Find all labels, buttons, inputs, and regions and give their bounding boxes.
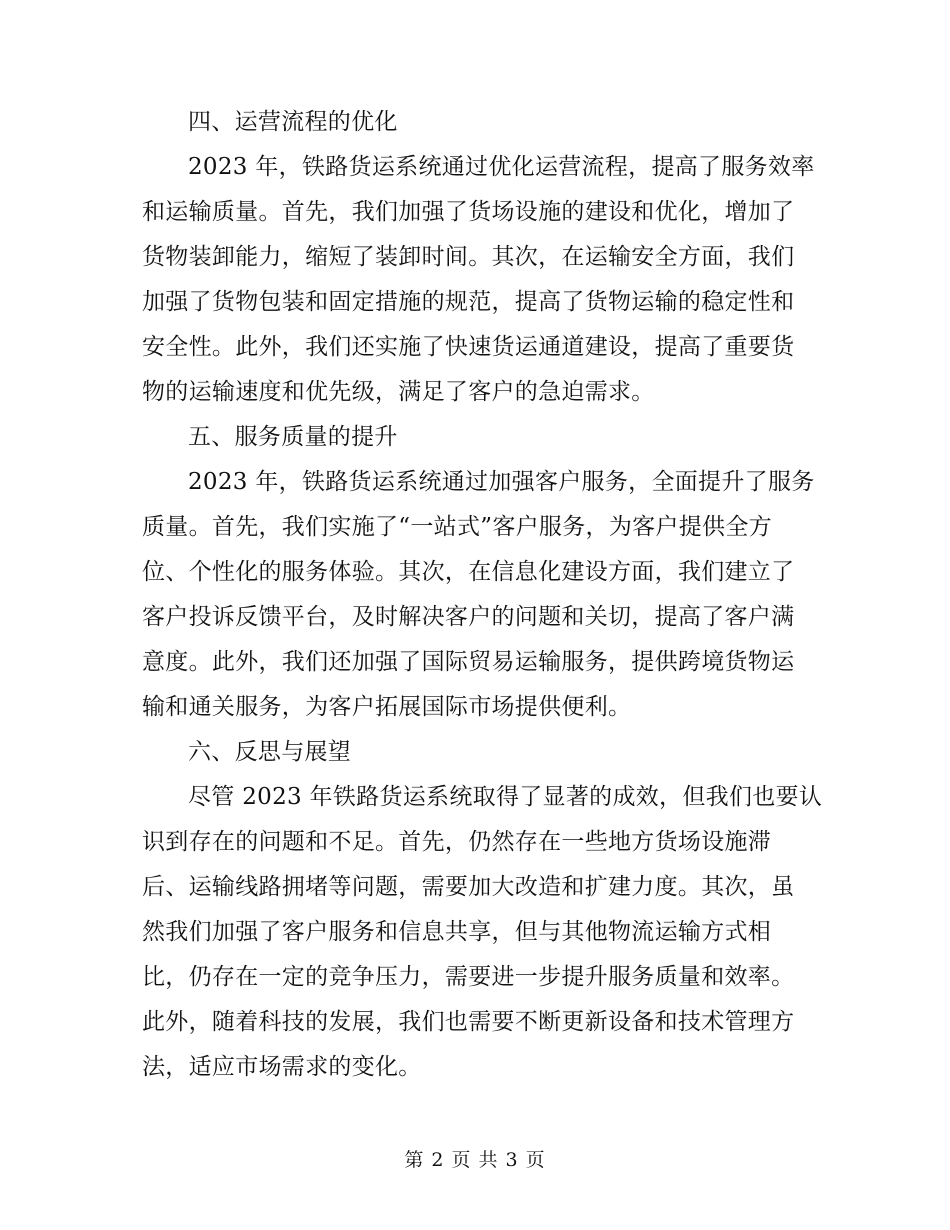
paragraph-line: 此外，随着科技的发展，我们也需要不断更新设备和技术管理方 bbox=[142, 1009, 795, 1035]
paragraph-line: 质量。首先，我们实施了“一站式”客户服务，为客户提供全方 bbox=[142, 514, 772, 540]
paragraph-line: 客户投诉反馈平台，及时解决客户的问题和关切，提高了客户满 bbox=[142, 604, 795, 630]
section-heading-reflection: 六、反思与展望 bbox=[188, 739, 352, 765]
paragraph-line: 位、个性化的服务体验。其次，在信息化建设方面，我们建立了 bbox=[142, 559, 795, 585]
paragraph-line: 比，仍存在一定的竞争压力，需要进一步提升服务质量和效率。 bbox=[142, 964, 795, 990]
paragraph-line: 后、运输线路拥堵等问题，需要加大改造和扩建力度。其次，虽 bbox=[142, 874, 795, 900]
paragraph-line: 尽管 2023 年铁路货运系统取得了显著的成效，但我们也要认 bbox=[188, 784, 823, 810]
page-number-footer: 第 2 页 共 3 页 bbox=[404, 1149, 546, 1171]
paragraph-line: 物的运输速度和优先级，满足了客户的急迫需求。 bbox=[142, 379, 655, 405]
paragraph-line: 法，适应市场需求的变化。 bbox=[142, 1054, 422, 1080]
paragraph-line: 2023 年，铁路货运系统通过优化运营流程，提高了服务效率 bbox=[188, 154, 815, 180]
document-body bbox=[142, 100, 823, 1090]
paragraph-line: 识到存在的问题和不足。首先，仍然存在一些地方货场设施滞 bbox=[142, 829, 772, 855]
paragraph-line: 2023 年，铁路货运系统通过加强客户服务，全面提升了服务 bbox=[188, 469, 815, 495]
paragraph-line: 安全性。此外，我们还实施了快速货运通道建设，提高了重要货 bbox=[142, 334, 795, 360]
paragraph-line: 加强了货物包装和固定措施的规范，提高了货物运输的稳定性和 bbox=[142, 289, 795, 315]
section-heading-service-quality: 五、服务质量的提升 bbox=[188, 424, 398, 450]
paragraph-line: 货物装卸能力，缩短了装卸时间。其次，在运输安全方面，我们 bbox=[142, 244, 795, 270]
paragraph-line: 意度。此外，我们还加强了国际贸易运输服务，提供跨境货物运 bbox=[142, 649, 795, 675]
paragraph-line: 输和通关服务，为客户拓展国际市场提供便利。 bbox=[142, 694, 632, 720]
section-heading-operations: 四、运营流程的优化 bbox=[188, 109, 398, 135]
paragraph-line: 和运输质量。首先，我们加强了货场设施的建设和优化，增加了 bbox=[142, 199, 795, 225]
paragraph-line: 然我们加强了客户服务和信息共享，但与其他物流运输方式相 bbox=[142, 919, 772, 945]
